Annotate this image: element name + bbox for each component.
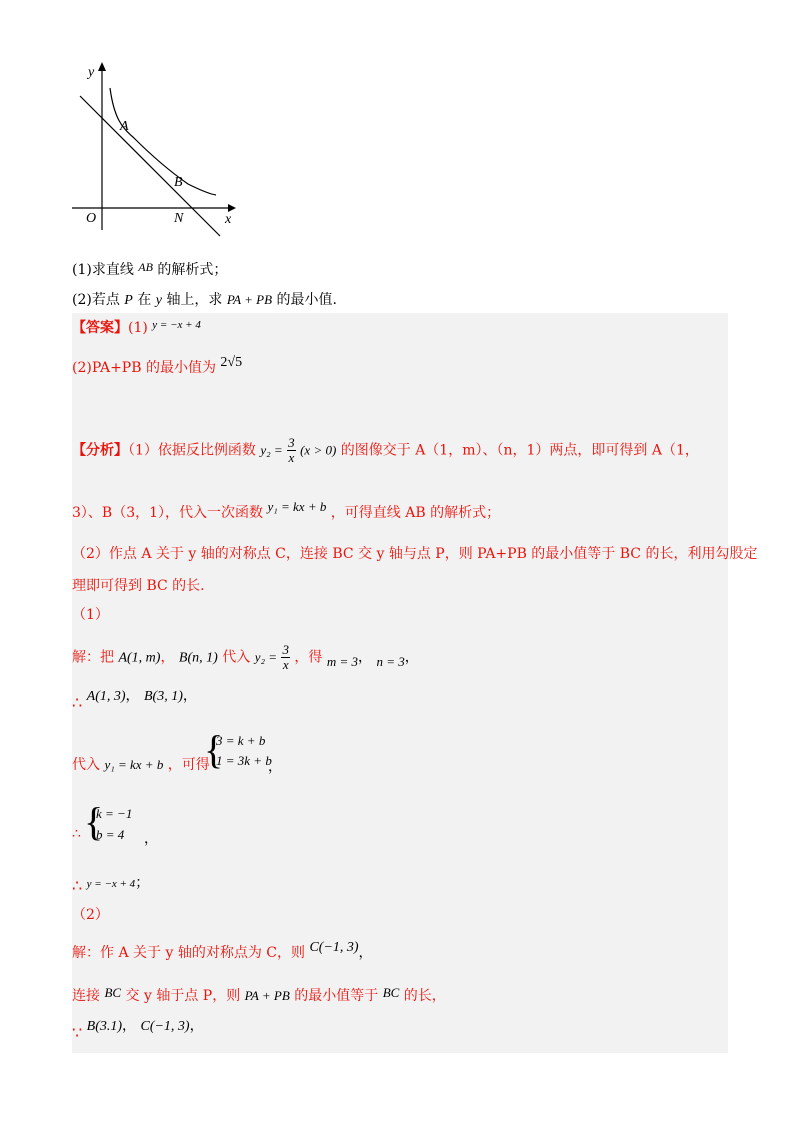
s7-c: 的最小值等于 <box>294 988 379 1004</box>
analysis-frac-num: 3 <box>288 435 295 450</box>
part-2-label: （2） <box>72 907 109 923</box>
q1-prefix: (1)求直线 <box>72 262 134 278</box>
answer-line-2 <box>72 357 242 377</box>
answer-line-1 <box>72 317 201 337</box>
analysis-fraction <box>287 436 296 465</box>
s1-fraction <box>281 643 290 672</box>
s3-func: y₁ = kx + b <box>104 757 164 772</box>
analysis-line2-func: y₁ = kx + b <box>267 499 327 514</box>
s1-point-a: A(1, m) <box>118 650 161 666</box>
s1-point-b: B(n, 1) <box>178 650 218 666</box>
s7-d: 的长， <box>403 988 446 1004</box>
s3-brace: { <box>204 727 224 772</box>
s3-system <box>216 731 272 771</box>
analysis-line1-a: （1）依据反比例函数 <box>128 442 256 459</box>
origin-label: O <box>86 211 97 226</box>
point-b-label: B <box>174 175 183 190</box>
q2-suffix: 的最小值. <box>276 292 337 308</box>
s6-a: 解：作 A 关于 y 轴的对称点为 C，则 <box>72 945 305 961</box>
point-a-label: A <box>120 119 129 134</box>
solution-line-5 <box>72 872 150 895</box>
s3-eq1: 3 = k + b <box>216 733 266 748</box>
answer-1-expr: y = −x + 4 <box>152 319 201 331</box>
s8-point-c: C(−1, 3) <box>140 1019 190 1034</box>
analysis-line1-b: 的图像交于 A（1，m）、（n，1）两点，即可得到 A（1， <box>340 442 699 459</box>
solution-line-2: ∴ A(1, 3)， B(3, 1)， <box>72 688 197 712</box>
q1-suffix: 的解析式； <box>157 262 228 278</box>
q2-mid: 在 <box>137 292 152 308</box>
q1-var: AB <box>138 260 153 274</box>
s3-b: ，可得 <box>167 757 210 773</box>
answer-2-value: 2√5 <box>220 355 243 370</box>
solution-line-7 <box>72 985 446 1005</box>
y-axis-arrow <box>98 62 106 71</box>
s7-bc: BC <box>104 985 122 1000</box>
s5-end: ； <box>135 875 150 891</box>
s4-eq2: b = 4 <box>96 827 125 842</box>
s1-frac-den: x <box>282 657 289 672</box>
s6-point-c: C(−1, 3) <box>309 940 359 955</box>
s2-therefore: ∴ <box>72 693 83 712</box>
s1-func-lhs: y₂ = <box>254 649 278 665</box>
line-ab <box>80 96 220 236</box>
s3-eq2: 1 = 3k + b <box>216 753 272 768</box>
solution-line-1: 解：把 A(1, m)， B(n, 1) 代入 y₂ = $\frac{3}{x}$ ，得 m = 3， n = 3， <box>72 642 419 672</box>
x-axis-arrow <box>228 204 236 212</box>
s3-comma: ， <box>268 759 282 775</box>
s5-therefore: ∴ <box>72 876 83 895</box>
s1-b: 代入 <box>222 649 251 666</box>
question-1 <box>72 259 227 279</box>
y-axis-label: y <box>88 65 95 80</box>
part-1-label: （1） <box>72 607 109 623</box>
point-n-label: N <box>174 211 184 226</box>
analysis-line-4: 理即可得到 BC 的长. <box>72 578 205 594</box>
s8-point-b: B(3.1) <box>86 1019 123 1034</box>
solution-line-6: 解：作 A 关于 y 轴的对称点为 C，则 C(−1, 3)， <box>72 940 373 961</box>
s3-a: 代入 <box>72 757 100 773</box>
s7-expr: PA + PB <box>244 988 290 1003</box>
s4-system <box>96 803 132 845</box>
analysis-func-lhs: y₂ = <box>260 442 283 458</box>
s1-a: 解：把 <box>72 649 114 666</box>
analysis-line-3: （2）作点 A 关于 y 轴的对称点 C，连接 BC 交 y 轴与点 P，则 PA+PB 的最小值等于 BC 的长，利用勾股定 <box>72 546 758 562</box>
solution-line-3 <box>72 754 210 774</box>
function-graph <box>70 58 250 238</box>
q2-expr: PA + PB <box>226 292 273 307</box>
answer-2-text: (2)PA+PB 的最小值为 <box>72 360 216 376</box>
s7-bc2: BC <box>382 985 400 1000</box>
s1-m: m = 3 <box>326 653 359 669</box>
s2-point-b: B(3, 1) <box>143 689 183 704</box>
s8-because: ∵ <box>72 1023 83 1042</box>
analysis-cond: (x > 0) <box>300 442 337 458</box>
q2-mid2: 轴上，求 <box>166 292 223 308</box>
analysis-label: 【分析】 <box>72 442 128 459</box>
s1-sep: ， <box>160 649 175 666</box>
s4-brace: { <box>84 799 104 844</box>
s5-expr: y = −x + 4 <box>86 878 136 890</box>
analysis-line2-a: 3）、B（3，1），代入一次函数 <box>72 505 264 521</box>
q2-prefix: (2)若点 <box>72 292 120 308</box>
s4-eq1: k = −1 <box>96 806 133 821</box>
solution-line-8: ∵ B(3.1)， C(−1, 3)， <box>72 1018 204 1042</box>
answer-1-prefix: (1) <box>128 320 148 336</box>
analysis-frac-den: x <box>288 450 295 465</box>
question-2 <box>72 289 337 309</box>
s4-comma: ， <box>144 831 158 847</box>
s4-therefore: ∴ <box>72 826 81 842</box>
analysis-line-1 <box>72 436 699 465</box>
s1-n: n = 3 <box>376 653 405 669</box>
q2-y: y <box>155 293 162 308</box>
q2-p: P <box>124 293 133 308</box>
x-axis-label: x <box>225 212 232 227</box>
s7-a: 连接 <box>72 988 100 1004</box>
analysis-line-2 <box>72 499 501 522</box>
s7-b: 交 y 轴于点 P，则 <box>125 988 241 1004</box>
analysis-line2-b: ，可得直线 AB 的解析式； <box>330 505 501 521</box>
answer-label: 【答案】 <box>72 320 128 336</box>
s1-c: ，得 <box>294 649 323 666</box>
s2-point-a: A(1, 3) <box>86 689 126 704</box>
s1-frac-num: 3 <box>282 642 289 657</box>
